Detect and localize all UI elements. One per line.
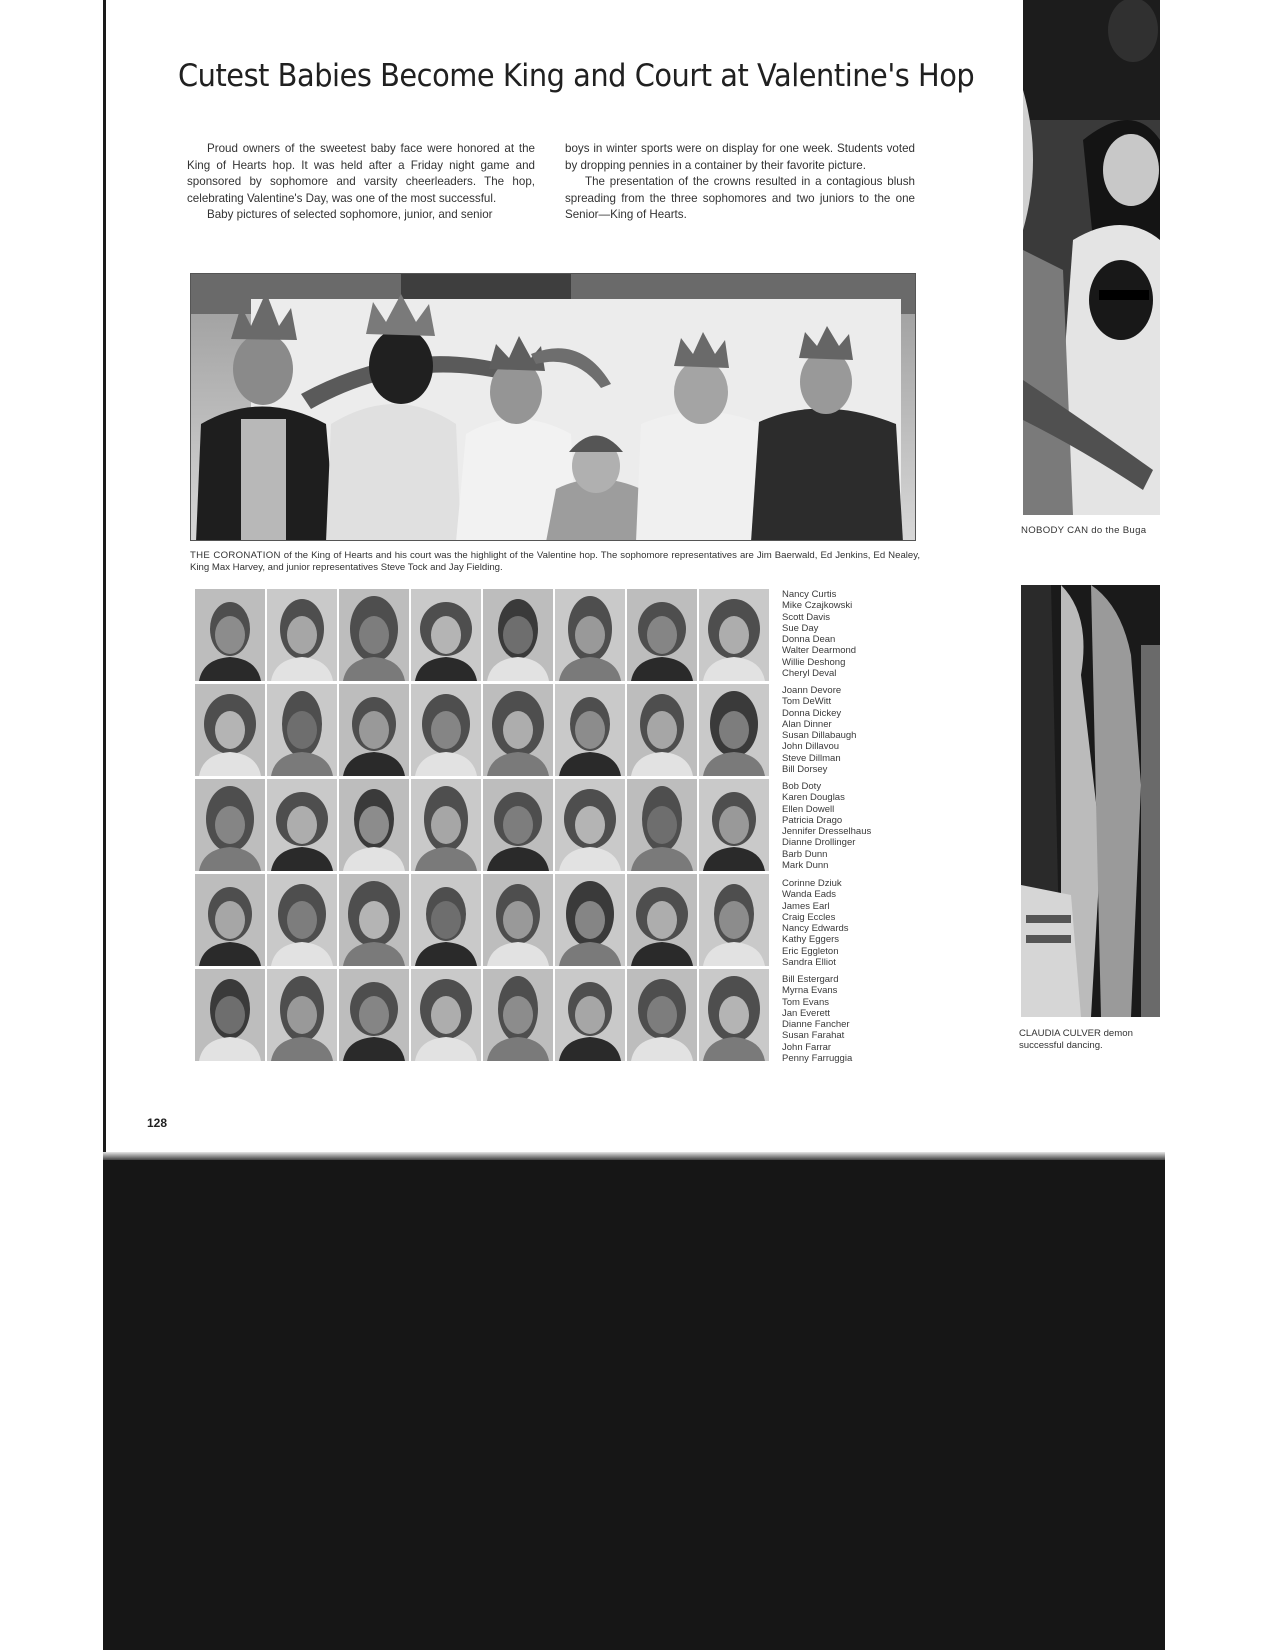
student-portrait: [411, 684, 481, 776]
page-left-edge: [103, 0, 106, 1160]
student-portrait: [699, 589, 769, 681]
student-name: Jennifer Dresselhaus: [782, 826, 872, 838]
student-portrait: [699, 969, 769, 1061]
student-portrait: [339, 779, 409, 871]
student-portrait: [555, 874, 625, 966]
article-paragraph: The presentation of the crowns resulted in a contagious blush spreading from the three sophomores and two juniors to the one Senior—King of Hearts.: [565, 175, 915, 221]
student-name: Steve Dillman: [782, 752, 841, 764]
student-name: Sue Day: [782, 622, 819, 634]
student-portrait: [411, 874, 481, 966]
caption-lead: THE CORONATION: [190, 550, 281, 561]
article-paragraph: Proud owners of the sweetest baby face were honored at the King of Hearts hop. It was held after a Friday night game and sponsored by sophomore and varsity cheerleaders. The hop, celebrating Valentine's Day, was one of the most successful.: [187, 142, 535, 205]
student-name: John Dillavou: [782, 741, 840, 753]
student-name: Penny Farruggia: [782, 1053, 853, 1065]
coronation-caption: [190, 550, 920, 573]
student-name: Tom DeWitt: [782, 696, 832, 708]
student-name: Donna Dean: [782, 634, 836, 646]
student-name: Bill Dorsey: [782, 764, 828, 776]
student-portrait: [699, 779, 769, 871]
article-column-2: [565, 141, 915, 224]
student-portrait: [483, 874, 553, 966]
student-portrait: [411, 589, 481, 681]
dance-caption-line: successful dancing.: [1019, 1039, 1103, 1051]
student-name: Cheryl Deval: [782, 668, 837, 680]
student-name: Jan Everett: [782, 1007, 831, 1019]
student-name: Myrna Evans: [782, 985, 838, 997]
student-name: Nancy Curtis: [782, 589, 837, 600]
article-paragraph: Baby pictures of selected sophomore, junior, and senior: [207, 208, 493, 221]
student-name: Dianne Drollinger: [782, 837, 856, 849]
student-name: Barb Dunn: [782, 848, 828, 860]
student-portrait: [339, 589, 409, 681]
student-portrait: [627, 684, 697, 776]
page-headline: Cutest Babies Become King and Court at Valentine's Hop: [178, 58, 975, 94]
student-name: Susan Farahat: [782, 1030, 845, 1042]
student-name: Willie Deshong: [782, 656, 846, 668]
portrait-names: [782, 589, 922, 679]
student-name: Corinne Dziuk: [782, 878, 842, 889]
portrait-names: [782, 781, 922, 871]
page-number: 128: [147, 1116, 168, 1130]
student-portrait: [267, 874, 337, 966]
student-portrait: [483, 779, 553, 871]
article-column-1: [187, 141, 535, 224]
student-portrait: [267, 779, 337, 871]
student-name: Susan Dillabaugh: [782, 730, 857, 742]
student-portrait: [627, 779, 697, 871]
portrait-names: [782, 685, 922, 775]
student-name: Donna Dickey: [782, 707, 842, 719]
student-name: Nancy Edwards: [782, 923, 849, 935]
student-portrait: [411, 969, 481, 1061]
student-portrait: [483, 969, 553, 1061]
portrait-row: [195, 779, 770, 871]
student-name: Sandra Elliot: [782, 957, 836, 969]
student-portrait: [195, 589, 265, 681]
portrait-row: [195, 684, 770, 776]
dance-caption-line: CLAUDIA CULVER demon: [1019, 1028, 1133, 1039]
portrait-row: [195, 589, 770, 681]
student-name: Eric Eggleton: [782, 945, 839, 957]
portrait-names: [782, 878, 922, 968]
student-portrait: [699, 684, 769, 776]
dance-caption-top: NOBODY CAN do the Buga: [1021, 525, 1147, 536]
student-portrait: [267, 969, 337, 1061]
student-portrait: [195, 684, 265, 776]
student-name: Karen Douglas: [782, 792, 845, 804]
student-name: Joann Devore: [782, 685, 842, 696]
student-name: Mike Czajkowski: [782, 600, 853, 612]
student-name: Alan Dinner: [782, 718, 832, 730]
student-name: Dianne Fancher: [782, 1019, 850, 1031]
student-name: Ellen Dowell: [782, 803, 835, 815]
student-portrait: [627, 589, 697, 681]
student-name: Wanda Eads: [782, 889, 837, 901]
student-portrait: [483, 684, 553, 776]
dance-caption-bottom: [1019, 1028, 1161, 1051]
student-name: Tom Evans: [782, 996, 829, 1008]
page-edge-shadow: [103, 1152, 1165, 1160]
student-portrait: [195, 969, 265, 1061]
student-portrait: [483, 589, 553, 681]
student-portrait: [555, 969, 625, 1061]
student-name: Bill Estergard: [782, 974, 839, 985]
scan-background: [103, 1160, 1165, 1650]
dance-photo-bottom: [1021, 585, 1160, 1017]
student-portrait: [195, 874, 265, 966]
portrait-row: [195, 874, 770, 966]
student-name: Kathy Eggers: [782, 934, 840, 946]
student-name: Craig Eccles: [782, 911, 836, 923]
student-name: Walter Dearmond: [782, 645, 857, 657]
student-portrait: [555, 779, 625, 871]
student-name: James Earl: [782, 900, 830, 912]
student-portrait: [195, 779, 265, 871]
student-portrait: [411, 779, 481, 871]
student-portrait: [339, 969, 409, 1061]
student-name: John Farrar: [782, 1041, 832, 1053]
student-portrait: [627, 874, 697, 966]
student-name: Mark Dunn: [782, 860, 829, 872]
portrait-names: [782, 974, 922, 1064]
student-portrait: [627, 969, 697, 1061]
student-name: Scott Davis: [782, 611, 831, 623]
coronation-photo: [190, 273, 916, 541]
student-portrait: [555, 589, 625, 681]
student-portrait: [699, 874, 769, 966]
student-portrait: [339, 684, 409, 776]
student-name: Bob Doty: [782, 781, 822, 792]
dance-photo-top: [1023, 0, 1160, 515]
student-portrait: [555, 684, 625, 776]
caption-text: of the King of Hearts and his court was the highlight of the Valentine hop. The sophomore representatives are Jim Baerwald, Ed Jenkins, Ed Nealey, King Max Harvey, and junior representatives Steve Tock and Jay Fielding.: [190, 550, 921, 573]
portrait-row: [195, 969, 770, 1061]
student-portrait: [267, 684, 337, 776]
student-portrait: [267, 589, 337, 681]
student-portrait: [339, 874, 409, 966]
student-name: Patricia Drago: [782, 814, 843, 826]
article-paragraph: boys in winter sports were on display for one week. Students voted by dropping pennies in a container by their favorite picture.: [565, 142, 915, 172]
